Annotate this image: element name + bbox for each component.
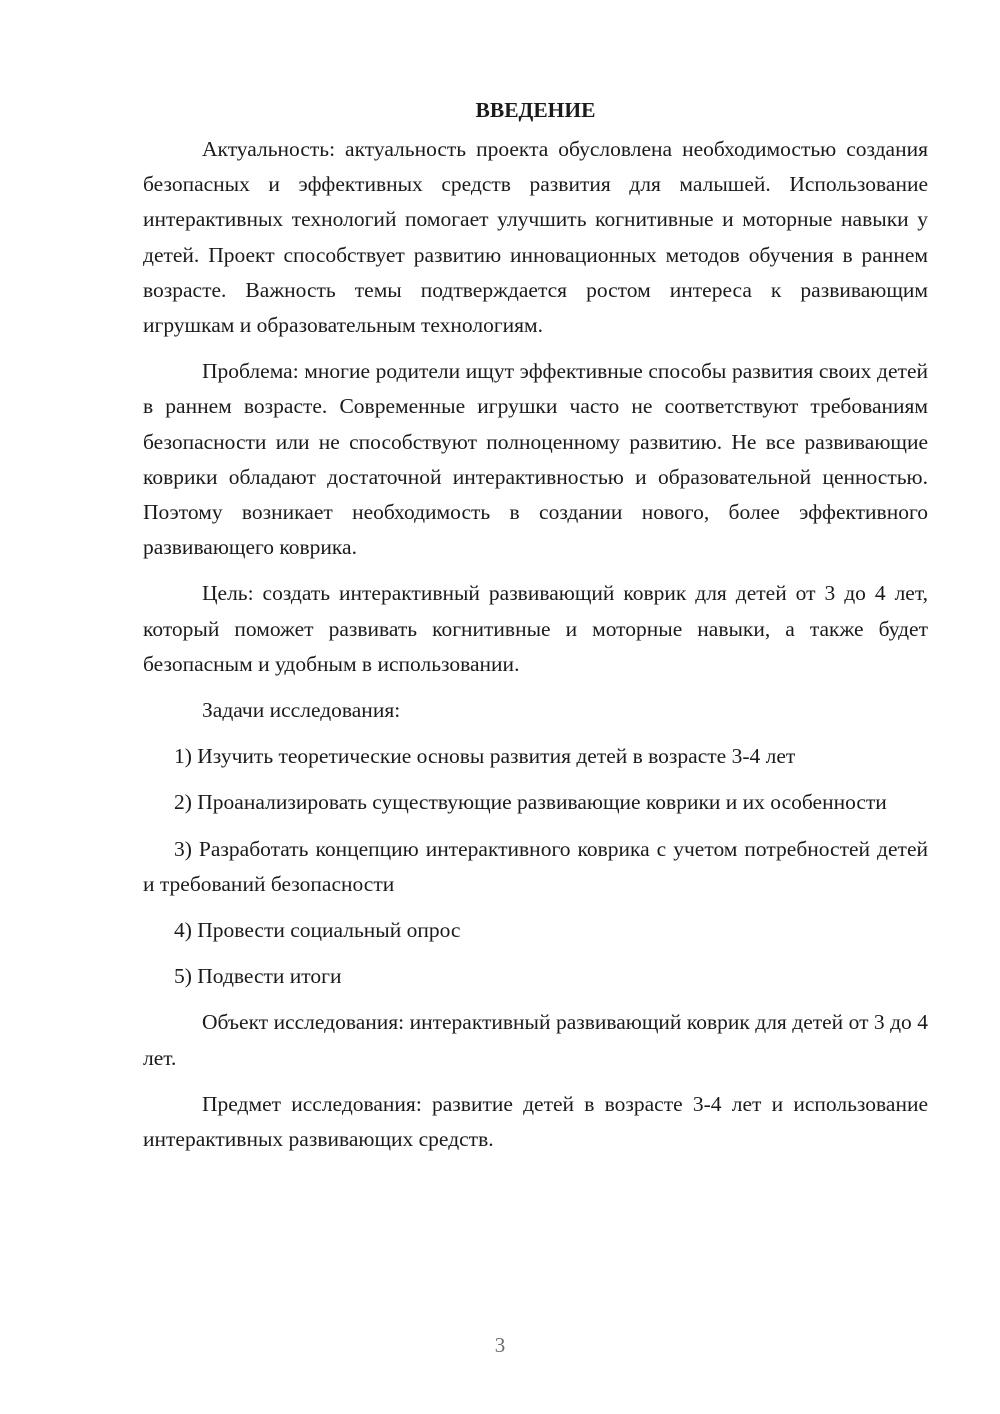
subject-paragraph: Предмет исследования: развитие детей в возрасте 3-4 лет и использование интерактивных развивающих средств. bbox=[143, 1091, 928, 1152]
relevance-paragraph: Актуальность: актуальность проекта обусловлена необходимостью создания безопасных и эффективных средств развития для малышей. Использование интерактивных технологий помогает улучшить когнитивные и моторные навыки у детей. Проект способствует развитию инновационных методов обучения в раннем возрасте. Важность темы подтверждается ростом интереса к развивающим игрушкам и образовательным технологиям. bbox=[143, 137, 928, 338]
task-item-3: 3) Разработать концепцию интерактивного коврика с учетом потребностей детей и требований безопасности bbox=[143, 836, 928, 896]
problem-paragraph: Проблема: многие родители ищут эффективные способы развития своих детей в раннем возрасте. Современные игрушки часто не соответствуют требованиям безопасности или не способствуют полноценному развитию. Не все развивающие коврики обладают достаточной интерактивностью и образовательной ценностью. Поэтому возникает необходимость в создании нового, более эффективного развивающего коврика. bbox=[143, 359, 928, 560]
task-item-4: 4) Провести социальный опрос bbox=[174, 918, 461, 943]
task-item-1: 1) Изучить теоретические основы развития детей в возрасте 3-4 лет bbox=[174, 744, 796, 769]
goal-paragraph: Цель: создать интерактивный развивающий коврик для детей от 3 до 4 лет, который поможет развивать когнитивные и моторные навыки, а также будет безопасным и удобным в использовании. bbox=[143, 581, 928, 676]
task-item-2: 2) Проанализировать существующие развивающие коврики и их особенности bbox=[174, 790, 887, 815]
tasks-intro: Задачи исследования: bbox=[202, 698, 401, 723]
section-heading: ВВЕДЕНИЕ bbox=[475, 98, 596, 122]
document-page bbox=[143, 92, 928, 1157]
task-item-5: 5) Подвести итоги bbox=[174, 964, 342, 989]
page-number: 3 bbox=[494, 1333, 506, 1357]
object-paragraph: Объект исследования: интерактивный развивающий коврик для детей от 3 до 4 лет. bbox=[143, 1010, 928, 1070]
